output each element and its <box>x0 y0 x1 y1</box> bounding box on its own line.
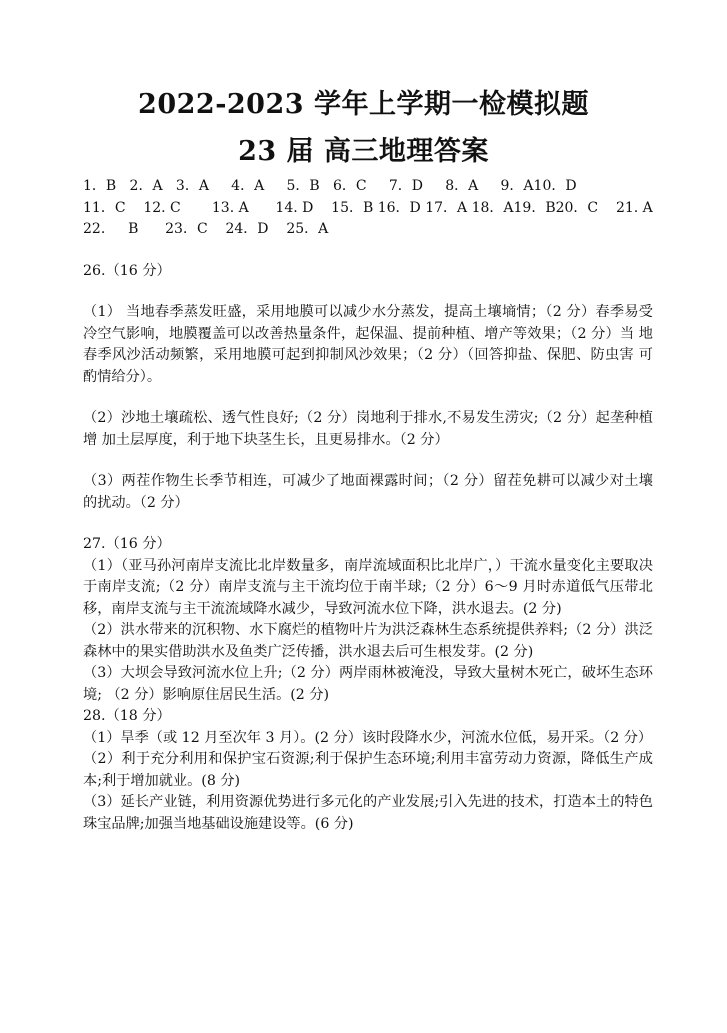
q26-part2: （2）沙地土壤疏松、透气性良好;（2 分）岗地利于排水,不易发生涝灾;（2 分）起垄种植增 加土层厚度，利于地下块茎生长，且更易排水。（2 分） <box>83 410 653 448</box>
q28-part3: （3）延长产业链，利用资源优势进行多元化的产业发展;引入先进的技术，打造本土的特色珠宝品牌;加强当地基础设施建设等。(6 分) <box>83 794 653 832</box>
q26-part3: （3）两茬作物生长季节相连，可减少了地面裸露时间；（2 分）留茬免耕可以减少对土壤 的扰动。（2 分） <box>83 473 653 511</box>
page-subtitle: 23 届 高三地理答案 <box>238 136 489 167</box>
q28-heading: 28.（18 分） <box>83 708 171 724</box>
mc-answers-row-2: 11．C 12. C 13. A 14. D 15．B 16．D 17．A 18．A19．B20．C 21. A <box>83 199 653 216</box>
page-title: 2022-2023 学年上学期一检模拟题 <box>138 89 589 120</box>
answer-content <box>83 176 653 835</box>
q27-part1: （1）（亚马孙河南岸支流比北岸数量多，南岸流域面积比北岸广，）干流水量变化主要取决于南岸支流;（2 分）南岸支流与主干流均位于南半球;（2 分）6～9 月时赤道低气压带北移，南岸支流与主干流流域降水减少，导致河流水位下降，洪水退去。(2 分) <box>83 557 653 617</box>
q27-part3: （3）大坝会导致河流水位上升;（2 分）两岸雨林被淹没，导致大量树木死亡，破坏生态环境; （2 分）影响原住居民生活。(2 分) <box>83 665 653 703</box>
spacer <box>83 282 653 302</box>
q27-part2: （2）洪水带来的沉积物、水下腐烂的植物叶片为洪泛森林生态系统提供养料;（2 分）洪泛森林中的果实借助洪水及鱼类广泛传播，洪水退去后可生根发芽。(2 分) <box>83 622 653 660</box>
q26-part1: （1） 当地春季蒸发旺盛，采用地膜可以减少水分蒸发，提高土壤墒情；（2 分）春季易受 冷空气影响，地膜覆盖可以改善热量条件，起保温、提前种植、增产等效果；（2 分）当 地春季风沙活动频繁，采用地膜可起到抑制风沙效果；（2 分）（回答抑盐、保肥、防虫害 可酌情给分）。 <box>83 304 653 385</box>
spacer <box>83 451 653 471</box>
q26-heading: 26.（16 分） <box>83 262 171 279</box>
q28-part1: （1）旱季（或 12 月至次年 3 月）。(2 分）该时段降水少，河流水位低，易开采。（2 分） <box>83 729 653 746</box>
q28-part2: （2）利于充分利用和保护宝石资源;利于保护生态环境;利用丰富劳动力资源，降低生产成本;利于增加就业。(8 分) <box>83 751 653 789</box>
spacer <box>83 241 653 261</box>
mc-answers-row-1: 1．B 2．A 3．A 4．A 5．B 6．C 7．D 8．A 9．A10．D <box>83 178 577 194</box>
spacer <box>83 514 653 534</box>
mc-answers-row-3: 22． B 23．C 24．D 25．A <box>83 221 329 237</box>
q27-heading: 27.（16 分） <box>83 536 171 552</box>
spacer <box>83 388 653 408</box>
